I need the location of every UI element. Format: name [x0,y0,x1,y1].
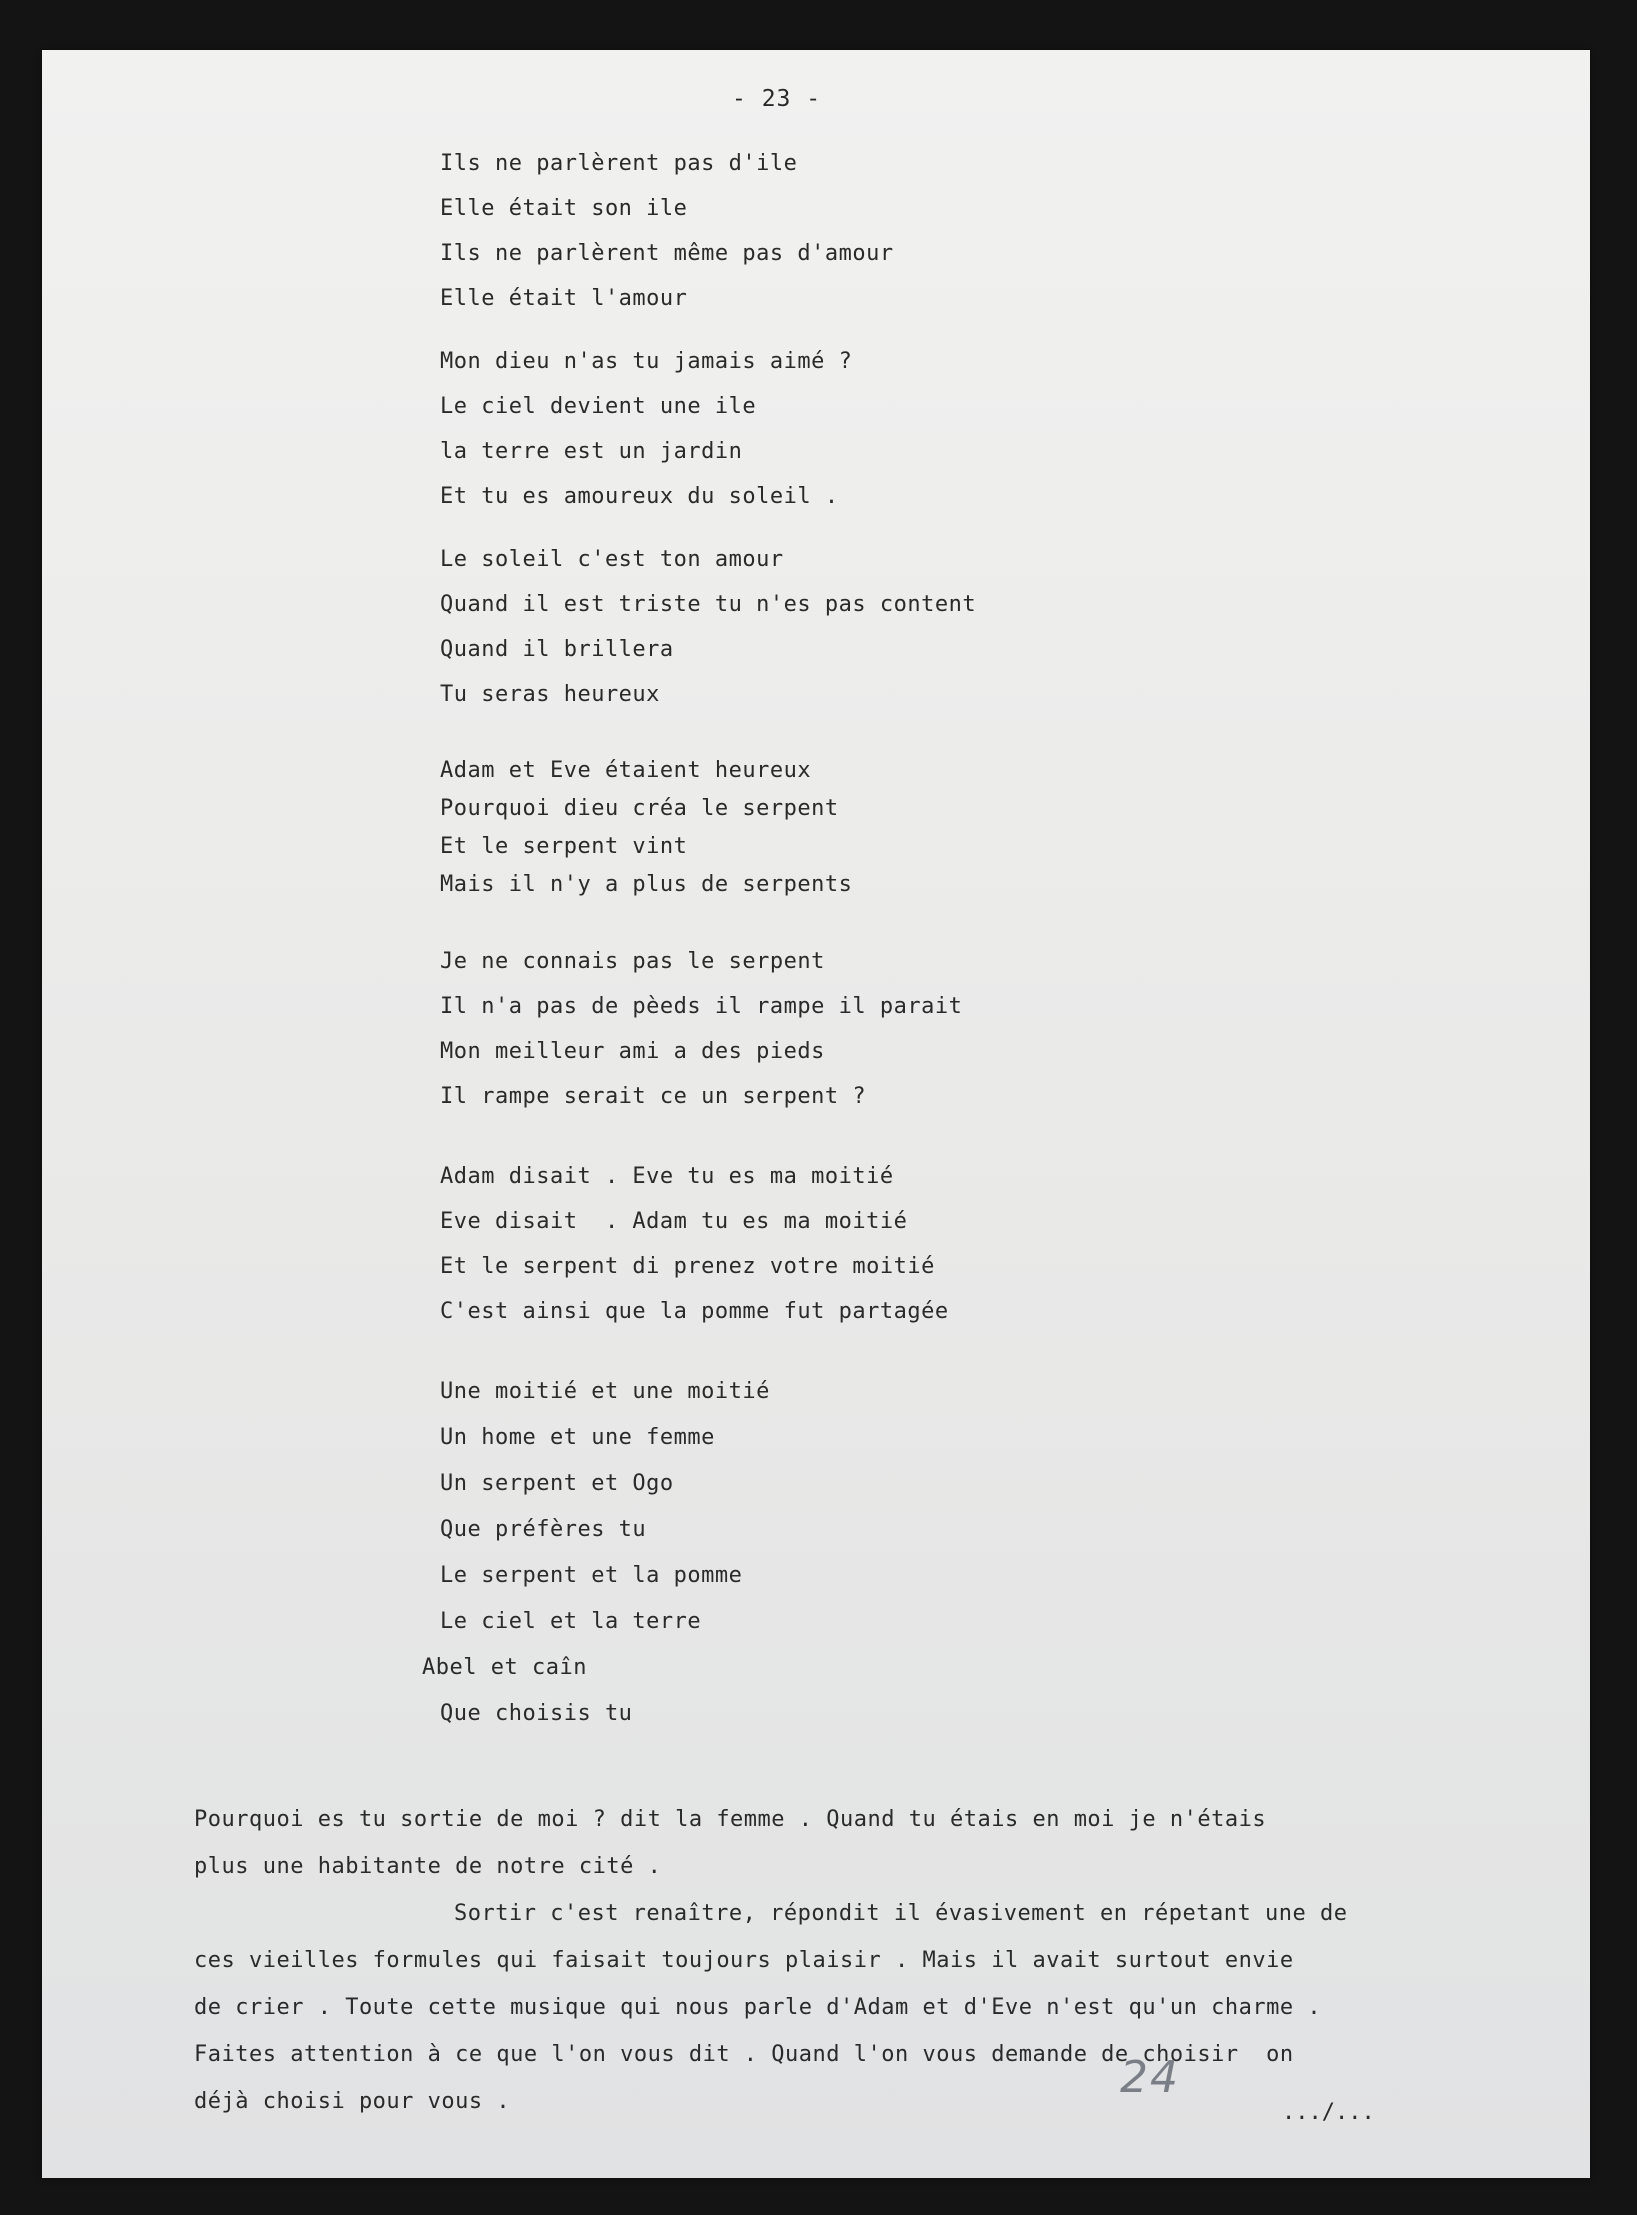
poem-line: Elle était l'amour [440,286,688,311]
poem-line: Quand il brillera [440,637,674,662]
prose-paragraph [194,1796,1554,2125]
prose-line: plus une habitante de notre cité . [194,1854,662,1879]
prose-line: Pourquoi es tu sortie de moi ? dit la femme . Quand tu étais en moi je n'étais [194,1807,1267,1832]
poem-line: Le ciel devient une ile [440,394,757,419]
prose-line: Faites attention à ce que l'on vous dit . Quand l'on vous demande de choisir on [194,2042,1294,2067]
poem-line: Ils ne parlèrent pas d'ile [440,151,798,176]
prose-line: déjà choisi pour vous . [194,2089,511,2114]
poem-line: la terre est un jardin [440,439,743,464]
poem-line: Mon meilleur ami a des pieds [440,1039,825,1064]
poem-line: Eve disait . Adam tu es ma moitié [440,1209,908,1234]
page-number: - 23 - [732,86,822,112]
poem-line: Elle était son ile [440,196,688,221]
poem-line: Adam et Eve étaient heureux [440,758,812,783]
poem-line: Mais il n'y a plus de serpents [440,872,853,897]
poem-line: Le ciel et la terre [440,1609,702,1634]
prose-line: Sortir c'est renaître, répondit il évasivement en répetant une de [454,1901,1348,1926]
poem [422,141,1440,1737]
poem-line: Et le serpent di prenez votre moitié [440,1254,935,1279]
poem-line: Que choisis tu [440,1701,633,1726]
handwritten-page-number: 24 [1120,2052,1180,2103]
poem-line: Il rampe serait ce un serpent ? [440,1084,867,1109]
poem-line: Et tu es amoureux du soleil . [440,484,839,509]
poem-line: Une moitié et une moitié [440,1379,770,1404]
poem-line: Abel et caîn [422,1655,587,1680]
poem-line: Et le serpent vint [440,834,688,859]
poem-line: Mon dieu n'as tu jamais aimé ? [440,349,853,374]
poem-line: Ils ne parlèrent même pas d'amour [440,241,894,266]
poem-line: Il n'a pas de pèeds il rampe il parait [440,994,963,1019]
poem-line: Adam disait . Eve tu es ma moitié [440,1164,894,1189]
poem-line: Quand il est triste tu n'es pas content [440,592,977,617]
poem-line: Tu seras heureux [440,682,660,707]
poem-line: Je ne connais pas le serpent [440,949,825,974]
poem-line: Le serpent et la pomme [440,1563,743,1588]
poem-line: Un serpent et Ogo [440,1471,674,1496]
typewritten-page [42,50,1590,2178]
poem-line: Pourquoi dieu créa le serpent [440,796,839,821]
prose-line: de crier . Toute cette musique qui nous parle d'Adam et d'Eve n'est qu'un charme . [194,1995,1322,2020]
poem-line: Le soleil c'est ton amour [440,547,784,572]
poem-line: C'est ainsi que la pomme fut partagée [440,1299,949,1324]
poem-line: Un home et une femme [440,1425,715,1450]
poem-line: Que préfères tu [440,1517,647,1542]
prose-line: ces vieilles formules qui faisait toujours plaisir . Mais il avait surtout envie [194,1948,1294,1973]
continued-mark: .../... [1282,2100,1375,2125]
